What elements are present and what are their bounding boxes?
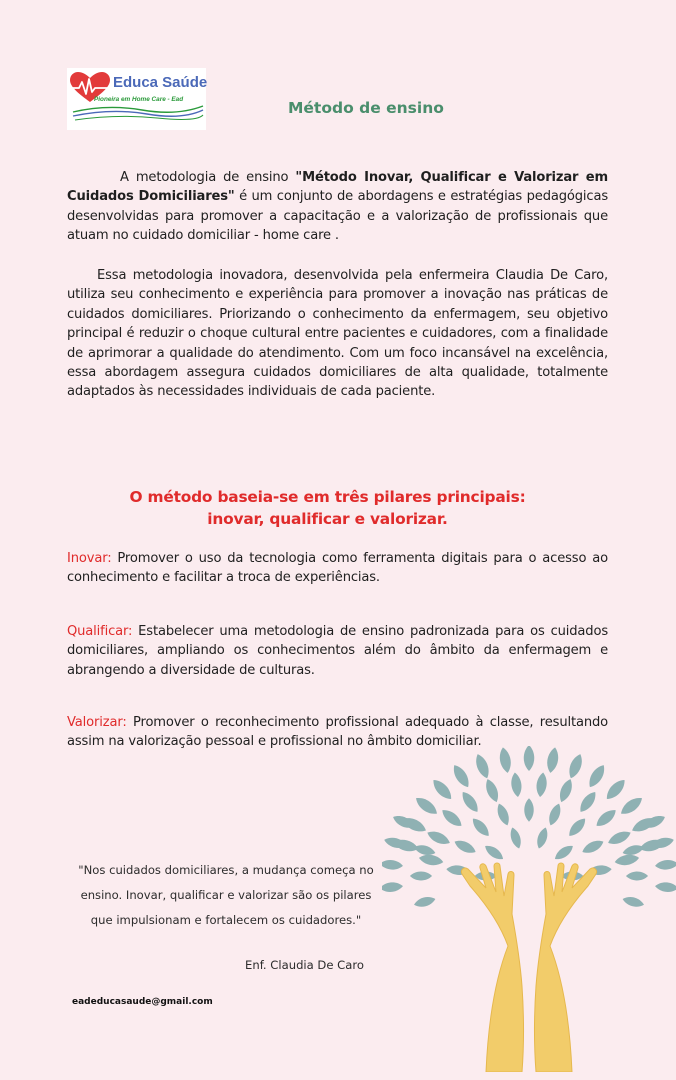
leaf-icon (535, 772, 548, 798)
quote-author: Enf. Claudia De Caro (245, 958, 364, 972)
leaf-icon (450, 762, 473, 790)
leaf-icon (410, 872, 432, 881)
pillar-text: Promover o reconhecimento profissional adequado à classe, resultando assim na valorização pessoal e profissional no âmbito domiciliar. (67, 715, 608, 750)
intro-paragraph-2: Essa metodologia inovadora, desenvolvida pela enfermeira Claudia De Caro, utiliza seu conhecimento e experiência para promover a inovação nas práticas de cuidados domiciliares. Priorizando o conhecimento da enfermagem, seu objetivo principal é reduzir o choque cultural entre pacientes e cuidadores, com a finalidade de aprimorar a qualidade do atendimento. Com um foco incansável na excelência, essa abordagem assegura cuidados domiciliares de alta qualidade, totalmente adaptados às necessidades individuais de cada paciente. (67, 268, 608, 400)
leaf-icon (655, 881, 676, 892)
leaf-icon (552, 842, 575, 862)
leaf-icon (459, 789, 482, 815)
leaf-icon (524, 798, 533, 821)
leaf-icon (566, 752, 585, 780)
leaf-icon (469, 815, 492, 839)
leaf-icon (508, 826, 523, 850)
logo-title: Educa Saúde (113, 74, 208, 91)
leaf-icon (655, 859, 676, 870)
leaf-icon (566, 815, 589, 839)
leaf-icon (621, 895, 645, 909)
leaf-icon (557, 777, 575, 804)
pillar-qualificar (67, 622, 608, 680)
pillar-label: Valorizar: (67, 715, 127, 730)
leaf-icon (413, 794, 440, 818)
leaf-icon (439, 806, 464, 829)
leaf-icon (495, 802, 512, 827)
leaf-icon (382, 881, 403, 892)
pillars-heading-line-2: inovar, qualificar e valorizar. (207, 510, 448, 528)
logo-subtitle: Pioneira em Home Care - Ead (94, 96, 184, 103)
method-name: "Método Inovar, Qualificar e Valorizar em Cuidados Domiciliares" (67, 170, 608, 205)
quote-text: "Nos cuidados domiciliares, a mudança começa no ensino. Inovar, qualificar e valorizar são os pilares que impulsionam e fortalecem os cuidadores." (78, 863, 374, 927)
pillar-label: Inovar: (67, 551, 112, 566)
intro-paragraph-1 (67, 168, 608, 246)
leaf-icon (473, 752, 492, 780)
leaf-icon (535, 826, 550, 850)
leaf-icon (382, 859, 403, 870)
leaf-icon (618, 794, 645, 818)
leaf-icon (425, 828, 452, 847)
logo (67, 68, 206, 130)
leaf-icon (483, 777, 501, 804)
pillar-inovar (67, 549, 608, 588)
hands-trunk (461, 863, 596, 1072)
pillars-heading (90, 486, 565, 530)
leaf-icon (577, 789, 600, 815)
leaf-icon (498, 746, 513, 773)
pillar-text: Estabelecer uma metodologia de ensino padronizada para os cuidados domiciliares, ampliando os conhecimentos além do âmbito da enfermagem e abrangendo a diversidade de culturas. (67, 624, 608, 678)
intro-p1-pre: A metodologia de ensino (120, 170, 296, 185)
leaf-icon (413, 895, 437, 909)
leaf-icon (413, 843, 437, 857)
leaf-icon (483, 842, 506, 862)
leaf-icon (593, 806, 618, 829)
pillar-label: Qualificar: (67, 624, 133, 639)
leaf-icon (585, 762, 608, 790)
leaf-icon (430, 776, 455, 802)
leaf-icon (606, 828, 633, 847)
leaf-icon (546, 802, 563, 827)
leaf-icon (580, 837, 605, 856)
intro-p1-post: é um conjunto de abordagens e estratégias pedagógicas desenvolvidas para promover a capacitação e a valorização de profissionais que atuam no cuidado domiciliar - home care . (67, 189, 608, 244)
leaf-icon (524, 746, 535, 771)
leaf-icon (453, 837, 478, 856)
leaf-icon (626, 872, 648, 881)
leaf-icon (621, 843, 645, 857)
leaf-icon (418, 853, 444, 867)
leaf-icon (545, 746, 560, 773)
contact-email: eadeducasaude@gmail.com (72, 997, 213, 1007)
pillars-heading-line-1: O método baseia-se em três pilares principais: (129, 488, 526, 506)
leaf-icon (603, 776, 628, 802)
tree-hands-illustration (382, 746, 676, 1072)
pillar-text: Promover o uso da tecnologia como ferramenta digitais para o acesso ao conhecimento e facilitar a troca de experiências. (67, 551, 608, 586)
page-title: Método de ensino (288, 99, 444, 117)
leaf-icon (614, 853, 640, 867)
leaf-icon (510, 772, 523, 798)
tree-leaves (382, 746, 676, 909)
